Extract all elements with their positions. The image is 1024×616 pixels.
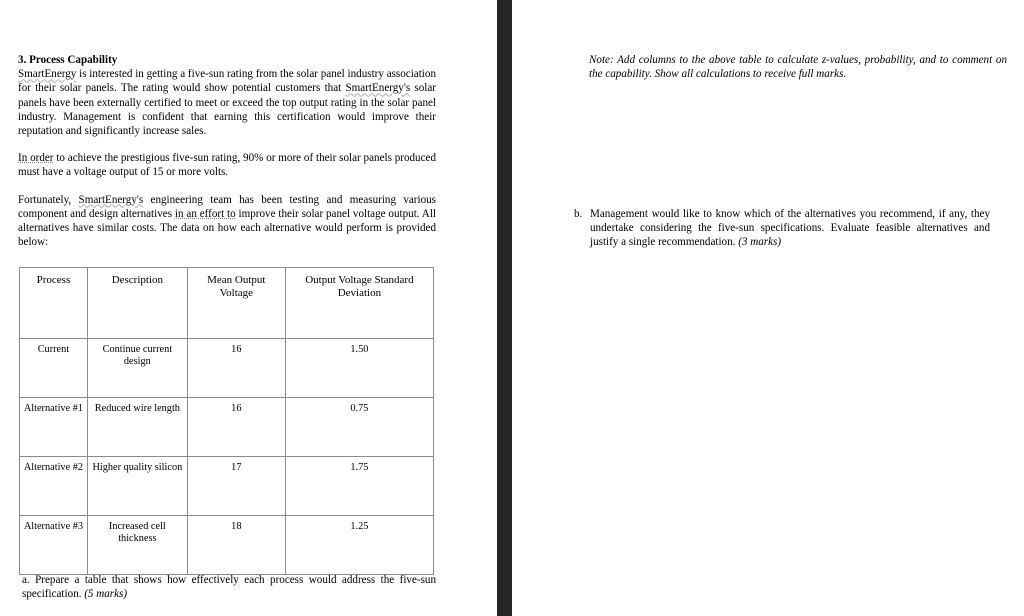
testing-paragraph: Fortunately, SmartEnergy's engineering team has been testing and measuring various component and design alternatives in an effort to improve their solar panel voltage output. All alternatives have similar costs. The data on how each alternative would perform is provided below:: [18, 193, 436, 249]
cell-sd: 1.75: [285, 457, 433, 516]
question-b-text: Management would like to know which of the alternatives you recommend, if any, they undertake considering the five-sun specifications. Evaluate feasible alternatives and justify a single recommendation.: [590, 208, 990, 249]
question-a-marks: (5 marks): [84, 588, 128, 601]
table-header-row: [20, 268, 434, 339]
cell-sd: 1.25: [285, 516, 433, 575]
question-3-body: [18, 53, 436, 249]
cell-description: Continue current design: [87, 339, 187, 398]
alternatives-table: [19, 267, 434, 575]
intro-paragraph: SmartEnergy is interested in getting a five-sun rating from the solar panel industry association for their solar panels. The rating would show potential customers that SmartEnergy's solar panels have been externally certified to meet or exceed the top output rating in the solar panel industry. Management is confident that earning this certification would improve their reputation and significantly increase sales.: [18, 68, 436, 138]
cell-process: Alternative #3: [20, 516, 88, 575]
document-page-right: [512, 0, 1024, 616]
cell-mean: 17: [187, 457, 285, 516]
page-gutter: [497, 0, 512, 616]
cell-mean: 16: [187, 339, 285, 398]
document-page-left: [0, 0, 497, 616]
table-row: [20, 457, 434, 516]
table-row: [20, 398, 434, 457]
header-description: Description: [87, 268, 187, 339]
cell-process: Current: [20, 339, 88, 398]
cell-description: Increased cell thickness: [87, 516, 187, 575]
table-row: [20, 516, 434, 575]
header-mean-voltage: Mean Output Voltage: [187, 268, 285, 339]
table-row: [20, 339, 434, 398]
company-name: SmartEnergy: [18, 68, 77, 81]
question-heading: 3. Process Capability: [18, 54, 118, 66]
cell-process: Alternative #1: [20, 398, 88, 457]
company-name-possessive: SmartEnergy's: [345, 82, 411, 95]
question-b-label: b.: [574, 208, 583, 220]
question-b-marks: (3 marks): [738, 236, 782, 249]
requirement-paragraph: In order to achieve the prestigious five-sun rating, 90% or more of their solar panels produced must have a voltage output of 15 or more volts.: [18, 152, 436, 179]
cell-sd: 0.75: [285, 398, 433, 457]
cell-description: Higher quality silicon: [87, 457, 187, 516]
question-a: a. Prepare a table that shows how effectively each process would address the five-sun specification. (5 marks): [22, 574, 436, 601]
header-process: Process: [20, 268, 88, 339]
cell-mean: 16: [187, 398, 285, 457]
note-paragraph: Note: Add columns to the above table to calculate z-values, probability, and to comment on the capability. Show all calculations to receive full marks.: [589, 54, 1007, 81]
cell-mean: 18: [187, 516, 285, 575]
cell-description: Reduced wire length: [87, 398, 187, 457]
question-b: [574, 207, 990, 250]
cell-sd: 1.50: [285, 339, 433, 398]
header-std-deviation: Output Voltage Standard Deviation: [285, 268, 433, 339]
cell-process: Alternative #2: [20, 457, 88, 516]
